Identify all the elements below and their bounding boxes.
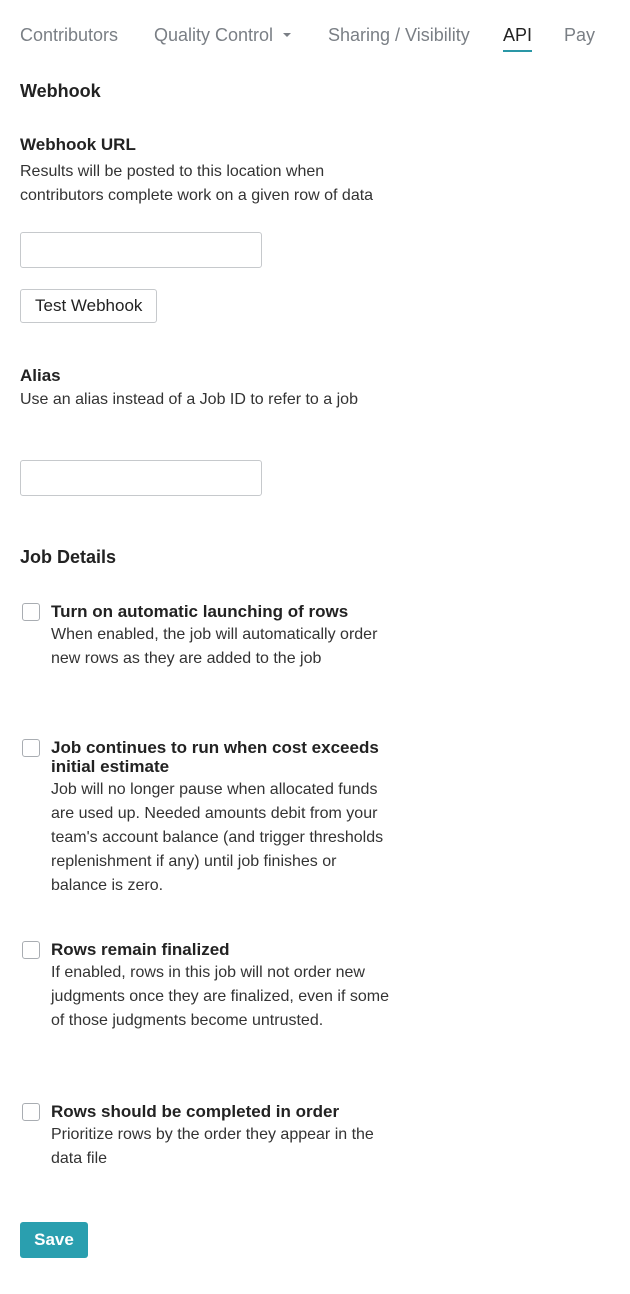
continue-over-cost-checkbox[interactable] xyxy=(22,739,40,757)
alias-input[interactable] xyxy=(20,460,262,496)
option-auto-launch-text xyxy=(51,602,391,671)
rows-remain-finalized-checkbox[interactable] xyxy=(22,941,40,959)
rows-in-order-checkbox[interactable] xyxy=(22,1103,40,1121)
tab-api[interactable]: API xyxy=(503,25,533,45)
option-rows-in-order-text xyxy=(51,1102,391,1171)
test-webhook-button[interactable]: Test Webhook xyxy=(20,289,157,323)
option-description: When enabled, the job will automatically order new rows as they are added to the job xyxy=(51,626,378,667)
save-button[interactable]: Save xyxy=(20,1222,88,1258)
alias-label: Alias xyxy=(20,366,61,385)
option-title: Job continues to run when cost exceeds initial estimate xyxy=(51,738,379,776)
tab-sharing-visibility[interactable]: Sharing / Visibility xyxy=(328,25,470,45)
alias-help: Use an alias instead of a Job ID to refer to a job xyxy=(20,391,358,408)
option-description: If enabled, rows in this job will not order new judgments once they are finalized, even if some of those judgments become untrusted. xyxy=(51,964,389,1029)
chevron-down-icon xyxy=(283,33,291,37)
option-description: Job will no longer pause when allocated funds are used up. Needed amounts debit from your team's account balance (and trigger thresholds replenishment if any) until job finishes or balance is zero. xyxy=(51,781,384,894)
webhook-heading: Webhook xyxy=(20,81,101,101)
tab-quality-control[interactable] xyxy=(154,24,291,46)
webhook-url-label: Webhook URL xyxy=(20,135,136,154)
option-continue-over-cost-text xyxy=(51,738,391,898)
webhook-url-input[interactable] xyxy=(20,232,262,268)
tab-bar xyxy=(0,0,630,70)
option-title: Turn on automatic launching of rows xyxy=(51,602,349,621)
option-description: Prioritize rows by the order they appear in the data file xyxy=(51,1126,374,1167)
tab-pay[interactable]: Pay xyxy=(564,25,596,45)
auto-launch-checkbox[interactable] xyxy=(22,603,40,621)
tab-contributors[interactable]: Contributors xyxy=(20,25,119,45)
tab-quality-control-label: Quality Control xyxy=(154,25,274,45)
webhook-url-help: Results will be posted to this location when contributors complete work on a given row of data xyxy=(20,163,374,204)
option-title: Rows remain finalized xyxy=(51,940,230,959)
option-rows-remain-finalized-text xyxy=(51,940,391,1033)
job-details-heading: Job Details xyxy=(20,547,117,567)
option-title: Rows should be completed in order xyxy=(51,1102,340,1121)
